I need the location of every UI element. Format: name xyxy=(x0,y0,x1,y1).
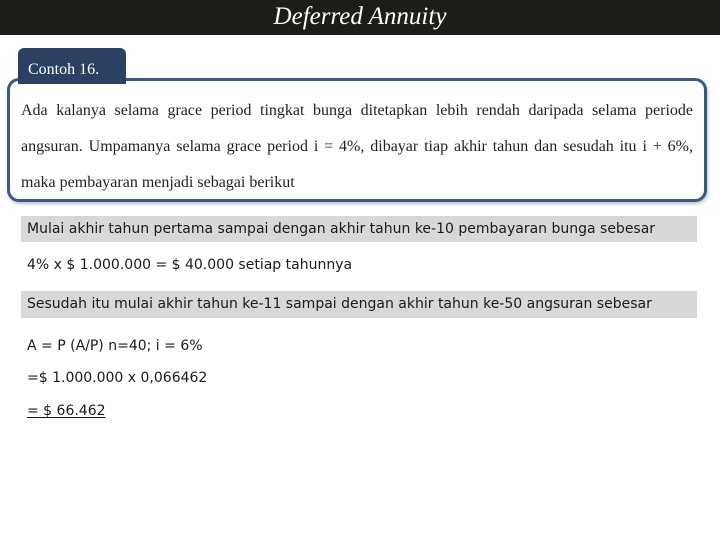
intro-text: Ada kalanya selama grace period tingkat bunga ditetapkan lebih rendah daripada selama periode angsuran. Umpamanya selama grace period i = 4%, dibayar tiap akhir tahun dan sesudah itu i + 6%, maka pembayaran menjadi sebagai berikut xyxy=(21,102,693,191)
example-tab: Contoh 16. xyxy=(18,48,126,84)
content-line-1: Mulai akhir tahun pertama sampai dengan akhir tahun ke-10 pembayaran bunga sebesar xyxy=(21,216,697,242)
slide-title: Deferred Annuity xyxy=(273,3,447,30)
content-line-3: Sesudah itu mulai akhir tahun ke-11 sampai dengan akhir tahun ke-50 angsuran sebesar xyxy=(21,291,697,318)
content-line-4: A = P (A/P) n=40; i = 6% xyxy=(27,338,203,354)
content-line-2: 4% x $ 1.000.000 = $ 40.000 setiap tahunnya xyxy=(27,257,353,273)
content-line-5: =$ 1.000.000 x 0,066462 xyxy=(27,370,208,386)
content-line-6-result: = $ 66.462 xyxy=(27,403,106,419)
